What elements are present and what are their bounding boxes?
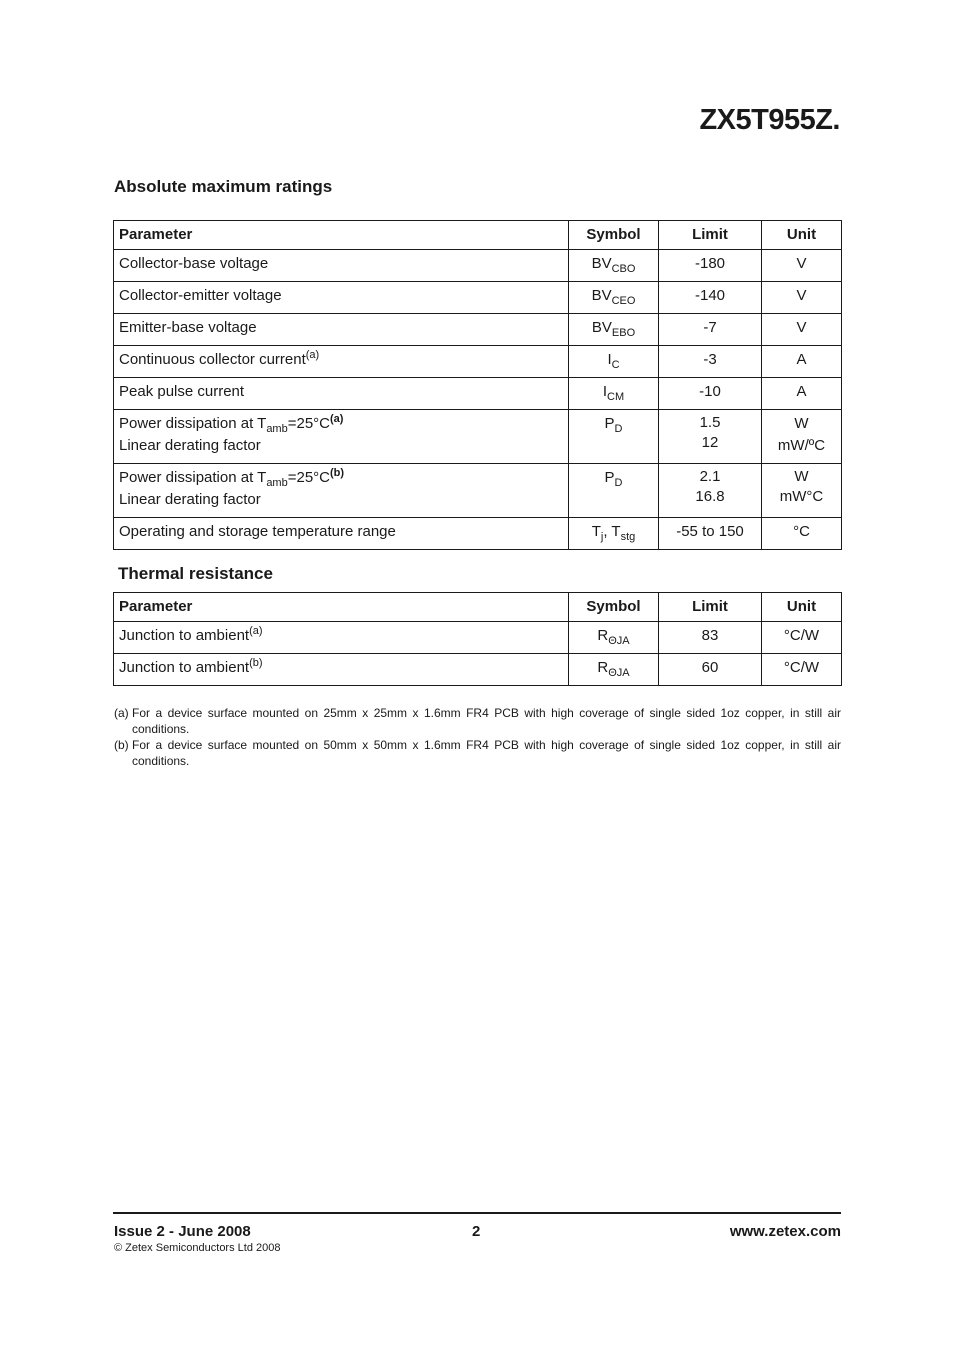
header-limit: Limit <box>659 221 762 250</box>
symbol-cell: $I_C$ <box>569 346 659 378</box>
header-limit: Limit <box>659 593 762 622</box>
header-symbol: Symbol <box>569 593 659 622</box>
table-row <box>114 250 842 282</box>
unit-cell: W mW°C <box>762 464 842 518</box>
symbol-cell: $R_{\Theta JA}$ <box>569 654 659 686</box>
footnote-text: For a device surface mounted on 50mm x 50mm x 1.6mm FR4 PCB with high coverage of single sided 1oz copper, in still air conditions. <box>132 738 841 768</box>
unit-cell: A <box>762 378 842 410</box>
limit-cell: 83 <box>659 622 762 654</box>
table-row <box>114 410 842 464</box>
unit-cell: °C/W <box>762 622 842 654</box>
limit-cell: 1.5 12 <box>659 410 762 464</box>
footer-issue: Issue 2 - June 2008 <box>114 1223 251 1240</box>
footnote-text: For a device surface mounted on 25mm x 25mm x 1.6mm FR4 PCB with high coverage of single sided 1oz copper, in still air conditions. <box>132 706 841 736</box>
symbol-cell: $BV_{CBO}$ <box>569 250 659 282</box>
absolute-ratings-table <box>113 220 842 550</box>
unit-cell: V <box>762 314 842 346</box>
header-unit: Unit <box>762 221 842 250</box>
table-row <box>114 622 842 654</box>
param-cell: Continuous collector current$^{(a)}$ <box>114 346 569 378</box>
thermal-resistance-title: Thermal resistance <box>118 564 273 583</box>
param-cell: Peak pulse current <box>114 378 569 410</box>
limit-cell: -7 <box>659 314 762 346</box>
symbol-cell: $R_{\Theta JA}$ <box>569 622 659 654</box>
table-row <box>114 378 842 410</box>
footnote-mark: (a) <box>114 706 129 720</box>
symbol-cell: $P_D$ <box>569 464 659 518</box>
param-cell: Junction to ambient$^{(b)}$ <box>114 654 569 686</box>
symbol-cell: $BV_{EBO}$ <box>569 314 659 346</box>
symbol-cell: $P_D$ <box>569 410 659 464</box>
param-cell: Power dissipation at $T_{amb}=25^\circ C^{(a)}$ Linear derating factor <box>114 410 569 464</box>
limit-cell: -55 to 150 <box>659 518 762 550</box>
part-number: ZX5T955Z. <box>699 104 840 136</box>
table-row <box>114 464 842 518</box>
limit-cell: -10 <box>659 378 762 410</box>
limit-cell: 2.1 16.8 <box>659 464 762 518</box>
header-parameter: Parameter <box>114 593 569 622</box>
footnote <box>114 737 841 769</box>
param-cell: Collector-emitter voltage <box>114 282 569 314</box>
table-row <box>114 314 842 346</box>
param-cell: Power dissipation at $T_{amb}=25^\circ C^{(b)}$ Linear derating factor <box>114 464 569 518</box>
limit-cell: -140 <box>659 282 762 314</box>
unit-cell: V <box>762 250 842 282</box>
table-row <box>114 282 842 314</box>
param-cell: Junction to ambient$^{(a)}$ <box>114 622 569 654</box>
unit-cell: °C <box>762 518 842 550</box>
table-row <box>114 518 842 550</box>
table-row <box>114 346 842 378</box>
footnote <box>114 705 841 737</box>
limit-cell: -3 <box>659 346 762 378</box>
symbol-cell: $T_j$, $T_{stg}$ <box>569 518 659 550</box>
thermal-resistance-table <box>113 592 842 686</box>
unit-cell: A <box>762 346 842 378</box>
unit-cell: W mW/ºC <box>762 410 842 464</box>
absolute-ratings-title: Absolute maximum ratings <box>114 177 333 196</box>
footnote-mark: (b) <box>114 738 129 752</box>
footnotes <box>114 705 841 769</box>
table-header-row <box>114 221 842 250</box>
unit-cell: °C/W <box>762 654 842 686</box>
limit-cell: -180 <box>659 250 762 282</box>
header-parameter: Parameter <box>114 221 569 250</box>
param-cell: Collector-base voltage <box>114 250 569 282</box>
param-cell: Operating and storage temperature range <box>114 518 569 550</box>
footer-website-link[interactable]: www.zetex.com <box>729 1223 841 1240</box>
header-symbol: Symbol <box>569 221 659 250</box>
footer-copyright: © Zetex Semiconductors Ltd 2008 <box>114 1242 281 1254</box>
limit-cell: 60 <box>659 654 762 686</box>
symbol-cell: $BV_{CEO}$ <box>569 282 659 314</box>
footer-divider <box>113 1212 841 1214</box>
table-row <box>114 654 842 686</box>
header-unit: Unit <box>762 593 842 622</box>
page-number: 2 <box>472 1223 481 1240</box>
table-header-row <box>114 593 842 622</box>
symbol-cell: $I_{CM}$ <box>569 378 659 410</box>
unit-cell: V <box>762 282 842 314</box>
param-cell: Emitter-base voltage <box>114 314 569 346</box>
